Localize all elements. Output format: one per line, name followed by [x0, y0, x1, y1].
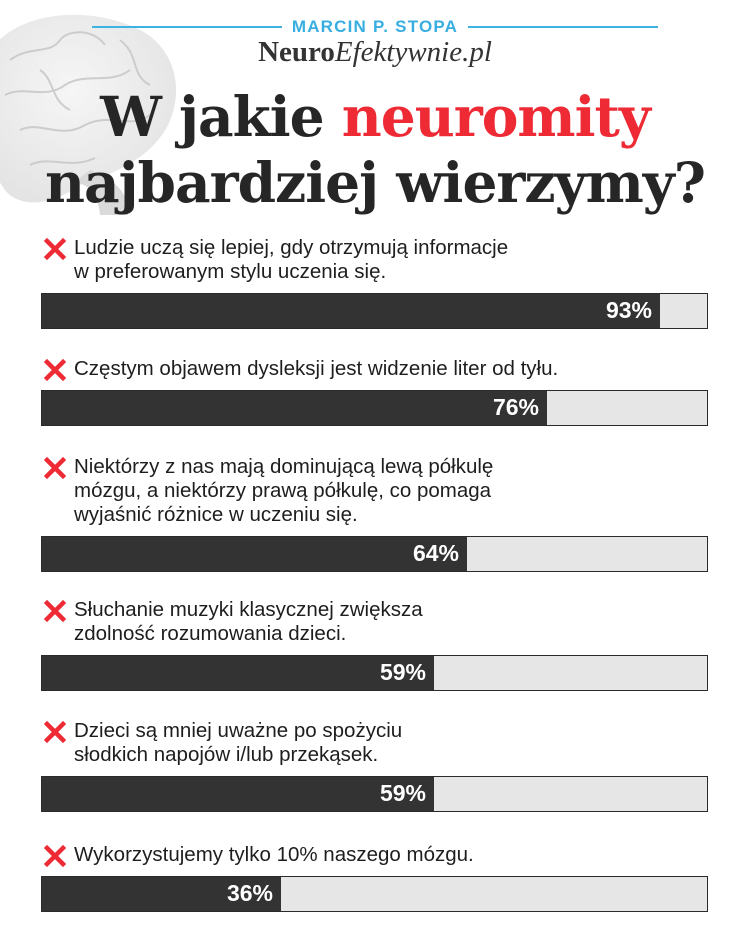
- tick-label: Ludzie uczą się lepiej, gdy otrzymują informacje w preferowanym stylu uczenia się.: [74, 236, 509, 283]
- brand-italic: Efektywnie.pl: [334, 36, 492, 68]
- divider-left: [92, 26, 282, 28]
- bar-track: [41, 876, 708, 912]
- brand-main: Neuro: [258, 36, 335, 68]
- chart-item: [40, 357, 710, 420]
- chart-item: [40, 719, 710, 806]
- bar-track: [41, 390, 708, 426]
- title-line2: najbardziej wierzymy?: [44, 150, 705, 215]
- chart-item: [40, 843, 710, 906]
- divider-right: [468, 26, 658, 28]
- myth-statement: [40, 455, 710, 527]
- myth-statement: [40, 357, 710, 382]
- data-label: 76%: [492, 394, 539, 420]
- chart-item: [40, 455, 710, 566]
- myth-statement: [40, 236, 710, 284]
- chart-item: [40, 598, 710, 685]
- tick-label: Wykorzystujemy tylko 10% naszego mózgu.: [74, 843, 474, 866]
- title-part1: W jakie: [100, 84, 342, 149]
- data-label: 64%: [412, 540, 459, 566]
- data-label: 59%: [379, 780, 426, 806]
- myth-statement: [40, 598, 710, 646]
- data-label: 36%: [226, 880, 273, 906]
- bar-track: [41, 293, 708, 329]
- brand-logo: [0, 36, 750, 69]
- cross-icon: [40, 456, 70, 480]
- author-row: [0, 17, 750, 37]
- author-name: MARCIN P. STOPA: [291, 17, 459, 36]
- cross-icon: [40, 599, 70, 623]
- cross-icon: [40, 237, 70, 261]
- data-label: 59%: [379, 659, 426, 685]
- chart-item: [40, 236, 710, 323]
- myth-statement: [40, 719, 710, 767]
- cross-icon: [40, 358, 70, 382]
- tick-label: Słuchanie muzyki klasycznej zwiększa zdolność rozumowania dzieci.: [74, 598, 423, 645]
- myth-statement: [40, 843, 710, 868]
- cross-icon: [40, 720, 70, 744]
- bar-track: [41, 776, 708, 812]
- tick-label: Dzieci są mniej uważne po spożyciu słodkich napojów i/lub przekąsek.: [74, 719, 403, 766]
- bar-track: [41, 655, 708, 691]
- tick-label: Niektórzy z nas mają dominującą lewą półkulę mózgu, a niektórzy prawą półkulę, co pomaga wyjaśnić różnice w uczeniu się.: [74, 455, 494, 526]
- cross-icon: [40, 844, 70, 868]
- page-title: [0, 84, 750, 216]
- title-accent: neuromity: [341, 84, 650, 149]
- bar-track: [41, 536, 708, 572]
- tick-label: Częstym objawem dysleksji jest widzenie liter od tyłu.: [74, 357, 559, 380]
- data-label: 93%: [605, 297, 652, 323]
